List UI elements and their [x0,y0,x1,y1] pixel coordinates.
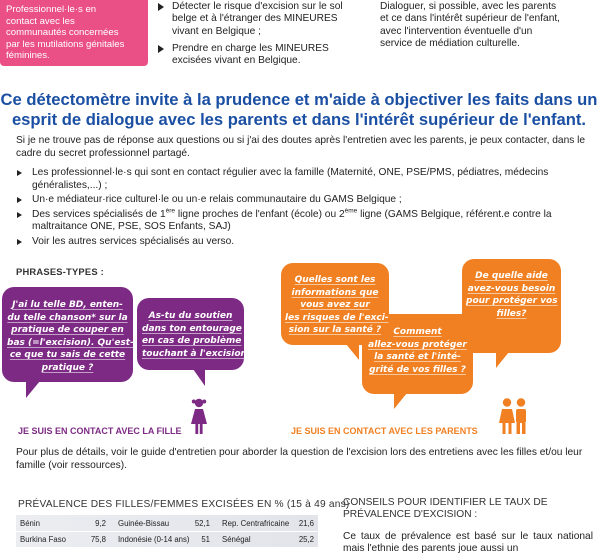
headline-line: Ce détectomètre invite à la prudence et m'aide à objectiver les faits dans un [0,90,598,109]
bubble-line: vous avez sur [300,300,370,310]
bubble-line: pratique de couper en [11,325,124,335]
table-cell-country: Rep. Centrafricaine [222,519,290,528]
bubble-line: allez-vous protéger [368,339,467,350]
prevalence-table [16,515,318,547]
dialogue-line: service de médiation culturelle. [380,37,520,49]
bubble-line: De quelle aide [475,271,548,281]
bubble-line: sion sur la santé ? [288,325,382,335]
bubble-line: pour protéger vos [466,296,558,306]
contact-item-text: Un·e médiateur·rice culturel·le ou un·e relais communautaire du GAMS Belgique ; [32,194,402,206]
contact-item-text: Les professionnel·le·s qui sont en contact régulier avec la famille (Maternité, ONE, PSE/PMS, pédiatres, médecins généralistes,...) ; [32,167,549,191]
speech-bubble-parents-2 [362,314,473,394]
objective-text: Prendre en charge les MINEURES excisées vivant en Belgique. [172,42,329,67]
bubble-line: dans ton entourage [142,323,242,334]
dialogue-line: Dialoguer, si possible, avec les parents [380,1,557,12]
contact-item-text: Des services spécialisés de 1ère ligne proches de l'enfant (école) ou 2ème ligne (GAMS Belgique, référent.e contre la maltraitance ONE, PSE, SOS Enfants, SAJ) [32,207,552,233]
table-cell-value: 9,2 [95,519,106,528]
bubble-line: filles? [496,308,527,319]
target-audience-line: Professionnel·le·s en [6,4,97,15]
objective-text: Détecter le risque d'excision sur le sol belge et à l'étranger des MINEURES vivant en Belgique ; [172,1,343,37]
bubble-line: grité de vos filles ? [369,364,466,375]
girl-icon [189,397,209,435]
advice-title [343,497,593,522]
prevalence-title: PRÉVALENCE DES FILLES/FEMMES EXCISÉES EN % (15 à 49 ans) [18,499,350,510]
advice-text: Ce taux de prévalence est basé sur le taux national mais l'ethnie des parents joue aussi un [343,531,593,555]
table-cell-country: Bénin [20,519,40,528]
contact-item [16,194,591,207]
bubble-line: bas (=l'excision). Qu'est- [7,337,134,348]
speech-bubble-girl-2 [137,298,253,370]
advice-title-line: CONSEILS POUR IDENTIFIER LE TAUX DE [343,497,548,508]
speech-bubble-parents-3 [462,259,561,353]
target-audience-line: contact avec les [6,15,75,27]
dialogue-line: et ce dans l'intérêt supérieur de l'enfant, [380,13,561,25]
target-audience-line: par les mutilations génitales [6,38,125,50]
bubble-line: ce que tu sais de cette [9,350,126,360]
target-audience-line: communautés concernées [6,27,119,39]
target-audience-line: féminines. [6,50,50,62]
speech-bubble-girl-1 [2,287,133,382]
phrases-title: PHRASES-TYPES : [16,266,104,277]
objective-item [158,1,348,38]
parents-icon [497,397,531,435]
page-headline [0,90,598,130]
headline-line: esprit de dialogue avec les parents et dans l'intérêt supérieur de l'enfant. [11,110,587,129]
contact-item [16,236,591,249]
bullet-triangle-icon [17,212,22,218]
bullet-triangle-icon [17,170,22,176]
table-divider [16,531,318,532]
table-cell-value: 21,6 [298,519,314,528]
table-cell-country: Burkina Faso [20,535,66,544]
bubble-line: pratique ? [41,362,94,373]
contact-item [16,209,591,234]
bullet-triangle-icon [17,239,22,245]
table-cell-country: Indonésie (0-14 ans) [118,535,190,544]
objectives-list [158,1,348,67]
bullet-triangle-icon [158,3,164,11]
bubble-line: avez-vous besoin [467,283,556,294]
bubble-line: informations que [291,287,379,298]
objective-item [158,43,348,68]
contacts-list [16,167,591,251]
dialogue-line: avec l'intervention éventuelle d'un [380,25,533,37]
bubble-line: As-tu du soutien [148,311,233,321]
contact-parents-label: JE SUIS EN CONTACT AVEC LES PARENTS [291,426,478,436]
bubble-line: J'ai lu telle BD, enten- [12,300,123,310]
bullet-triangle-icon [158,45,164,53]
details-paragraph: Pour plus de détails, voir le guide d'entretien pour aborder la question de l'excision lors des entretiens avec les filles et/ou leur famille (voir ressources). [16,447,583,471]
bubble-line: touchant à l'excision? [142,348,253,359]
table-cell-value: 51 [201,535,210,544]
table-cell-country: Sénégal [222,535,251,544]
bubble-line: Quelles sont les [294,275,376,285]
contact-girl-label: JE SUIS EN CONTACT AVEC LA FILLE [18,426,182,436]
contact-item [16,167,591,192]
bubble-line: la santé et l'inté- [374,352,461,362]
bubble-line: du telle chanson* sur la [7,312,128,323]
bubble-line: les risques de l'exci- [285,312,389,323]
table-cell-value: 25,2 [298,535,314,544]
contact-item-text: Voir les autres services spécialisés au verso. [32,235,235,247]
table-cell-country: Guinée-Bissau [118,519,170,528]
bullet-triangle-icon [17,197,22,203]
table-cell-value: 52,1 [194,519,210,528]
table-cell-value: 75,8 [90,535,106,544]
advice-title-line: PRÉVALENCE D'EXCISION : [343,509,478,521]
bubble-line: Comment [393,327,442,337]
bubble-line: en cas de problème [142,336,242,346]
dialogue-text [380,1,598,50]
target-audience-box [0,0,148,66]
intro-paragraph: Si je ne trouve pas de réponse aux questions ou si j'ai des doutes après l'entretien avec les parents, je peux contacter, dans le cadre du secret professionnel partagé. [16,135,586,159]
